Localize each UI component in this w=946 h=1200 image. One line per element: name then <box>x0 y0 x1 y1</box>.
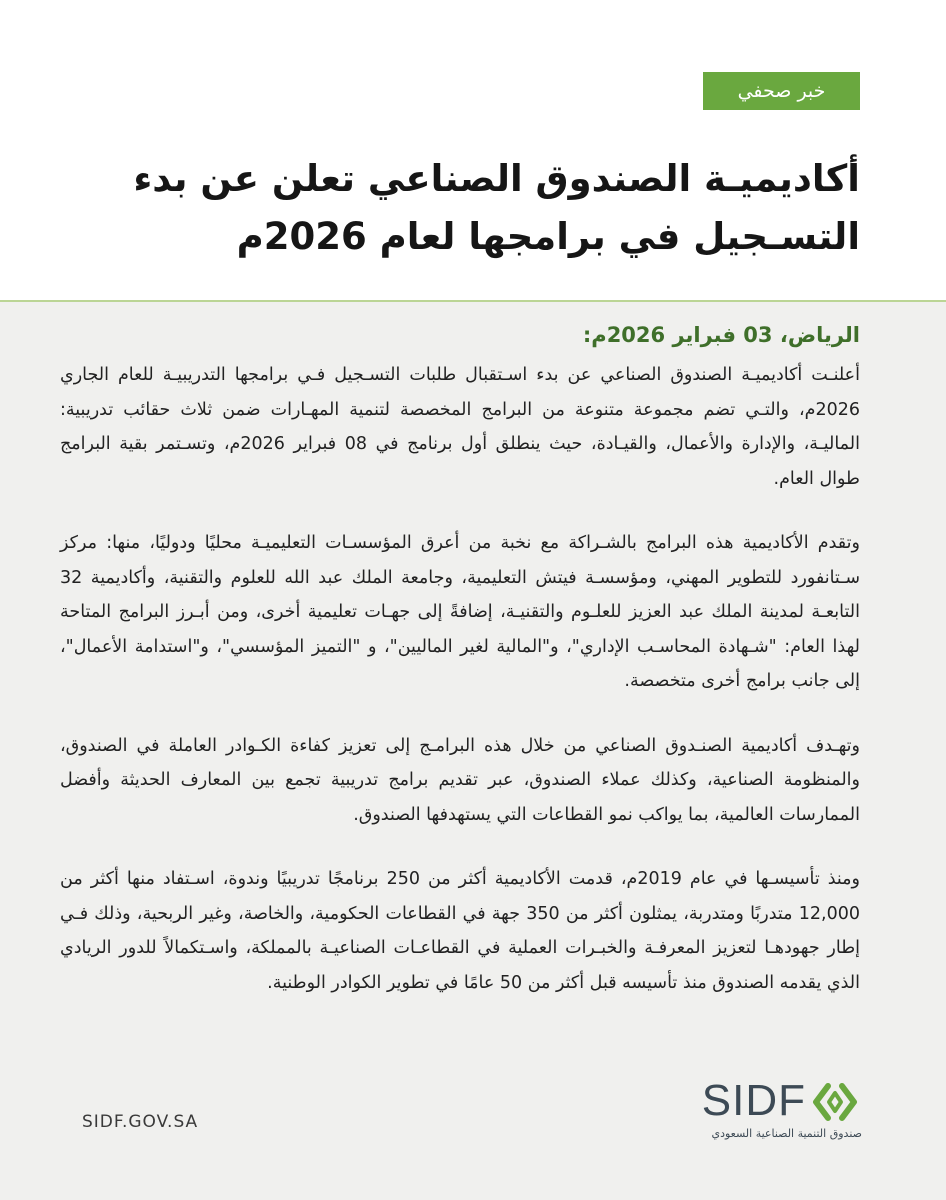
sidf-chevron-mark-icon <box>810 1083 862 1121</box>
article-body <box>60 316 860 1030</box>
paragraph-2: وتقدم الأكاديمية هذه البرامج بالشـراكة مع نخبة من أعرق المؤسسـات التعليميـة محليًا ودوليًا، منها: مركز سـتانفورد للتطوير المهني، ومؤسسـة فيتش التعليمية، وجامعة الملك عبد الله للعلوم والتقنية، وأكاديمية 32 التابعـة لمدينة الملك عبد العزيز للعلـوم والتقنيـة، إضافةً إلى جهـات تعليمية أخرى، ومن أبـرز البرامج المتاحة لهذا العام: "شـهادة المحاسـب الإداري"، و"المالية لغير الماليين"، و "التميز المؤسسي"، و"استدامة الأعمال"، إلى جانب برامج أخرى متخصصة. <box>60 533 860 691</box>
sidf-logo <box>702 1075 862 1145</box>
dateline: الرياض، 03 فبراير 2026م: <box>582 323 860 347</box>
paragraph-1: أعلنـت أكاديميـة الصندوق الصناعي عن بدء اسـتقبال طلبات التسـجيل فـي برامجها التدريبيـة للعام الجاري 2026م، والتـي تضم مجموعة متنوعة من البرامج المخصصة لتنمية المهـارات ضمن ثلاث حقائب تدريبية: الماليـة، والإدارة والأعمال، والقيـادة، حيث ينطلق أول برنامج في 08 فبراير 2026م، وتسـتمر بقية البرامج طوال العام. <box>60 365 860 489</box>
website-url[interactable]: SIDF.GOV.SA <box>82 1112 199 1132</box>
logo-wordmark: SIDF <box>701 1076 806 1125</box>
header-divider <box>0 300 946 302</box>
logo-subtitle: صندوق التنمية الصناعية السعودي <box>711 1127 862 1140</box>
paragraph-3: وتهـدف أكاديمية الصنـدوق الصناعي من خلال هذه البرامـج إلى تعزيز كفاءة الكـوادر العاملة في الصندوق، والمنظومة الصناعية، وكذلك عملاء الصندوق، عبر تقديم برامج تدريبية تجمع بين المعارف الحديثة وأفضل الممارسات العالمية، بما يواكب نمو القطاعات التي يستهدفها الصندوق. <box>60 735 860 825</box>
press-release-tag: خبر صحفي <box>703 72 860 110</box>
paragraph-4: ومنذ تأسيسـها في عام 2019م، قدمت الأكاديمية أكثر من 250 برنامجًا تدريبيًا وندوة، اسـتفاد منها أكثر من 12,000 متدربًا ومتدربة، يمثلون أكثر من 350 جهة في القطاعات الحكومية، والخاصة، وغير الربحية، وذلك فـي إطار جهودهـا لتعزيز المعرفـة والخبـرات العملية في القطاعـات الصناعيـة بالمملكة، واسـتكمالاً للدور الريادي الذي يقدمه الصندوق منذ تأسيسه قبل أكثر من 50 عامًا في تطوير الكوادر الوطنية. <box>60 869 860 993</box>
header-panel <box>0 0 946 300</box>
headline: أكاديميـة الصندوق الصناعي تعلن عن بدء التسـجيل في برامجها لعام 2026م <box>133 157 860 258</box>
